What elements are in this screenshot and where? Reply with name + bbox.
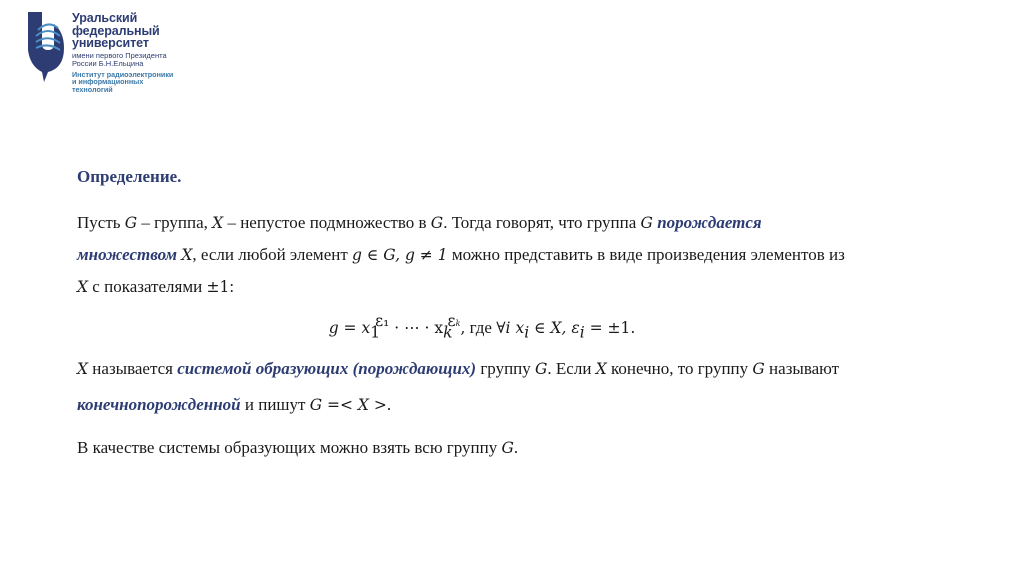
term-generated: порождается xyxy=(657,213,762,232)
remark-paragraph: В качестве системы образующих можно взять всю группу G. xyxy=(77,438,519,457)
slide-content xyxy=(77,166,977,459)
term-finitely-generated: конечнопорожденной xyxy=(77,395,241,414)
logo-inst-1: Институт радиоэлектроники xyxy=(72,69,174,79)
generation-formula: $g = x_1^{\varepsilon_1}$ · ⋯ · $x_k^{\varepsilon k}$, где ∀i $x_i$ ∈ X, $\varepsilon_i = \pm 1$. xyxy=(328,312,636,342)
logo-subtitle xyxy=(72,52,173,69)
logo-inst-3: технологий xyxy=(72,84,113,94)
logo-line-3: университет xyxy=(72,36,149,50)
system-paragraph: X называется системой образующих (порождающих) группу G. Если X конечно, то группу G называют конечнопорожденной и пишут G =< X >. xyxy=(77,359,840,414)
term-by-set: множеством xyxy=(77,245,178,264)
logo-line-1: Уральский xyxy=(72,11,138,25)
logo-text xyxy=(72,12,173,93)
definition-paragraph: Пусть G – группа, X – непустое подмножество в G. Тогда говорят, что группа G порождается множеством X, если любой элемент g ∈ G, g ≠ 1 можно представить в виде произведения элементов из X с показателями ±1: xyxy=(77,213,845,296)
logo-sub-1: имени первого Президента xyxy=(72,50,167,60)
logo-sub-2: России Б.Н.Ельцина xyxy=(72,59,144,68)
logo-line-2: федеральный xyxy=(72,23,160,38)
university-logo xyxy=(24,10,214,110)
definition-heading: Определение. xyxy=(77,167,182,186)
logo-institute xyxy=(72,71,173,94)
logo-inst-2: и информационных xyxy=(72,77,144,87)
urfu-emblem-icon xyxy=(24,10,66,82)
term-generating-system: системой образующих (порождающих) xyxy=(177,359,477,378)
